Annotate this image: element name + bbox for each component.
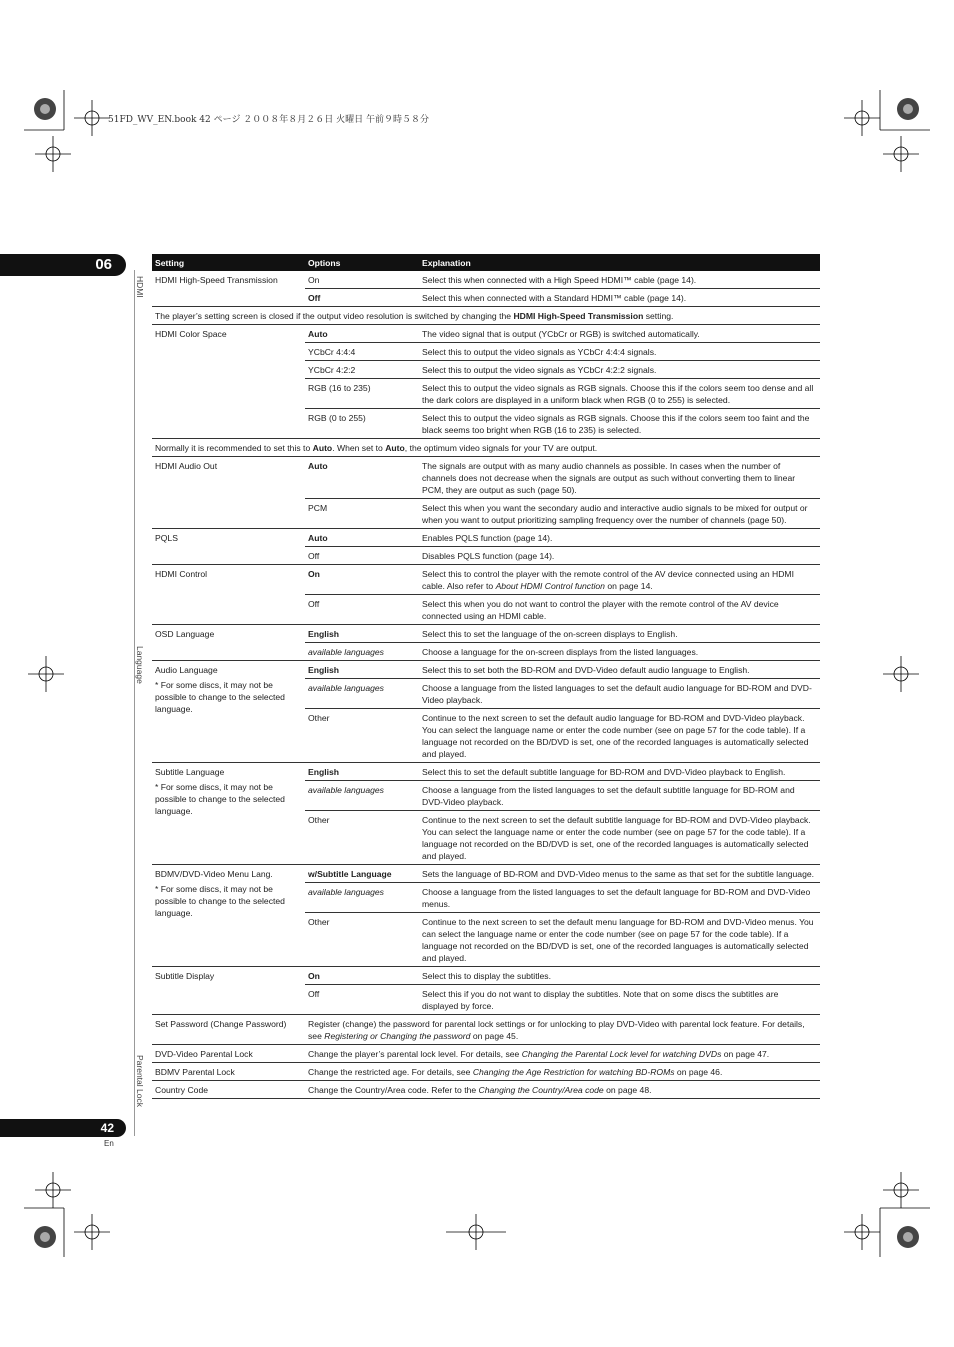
explanation	[305, 1063, 820, 1081]
option: YCbCr 4:2:2	[305, 361, 419, 379]
setting-name: PQLS	[152, 529, 305, 565]
table-row	[152, 325, 820, 343]
option: Off	[305, 985, 419, 1015]
option: Off	[305, 595, 419, 625]
note-text: setting.	[643, 311, 674, 321]
note-row	[152, 439, 820, 457]
note-text: , the optimum video signals for your TV are output.	[404, 443, 598, 453]
table-row	[152, 661, 820, 679]
option: Other	[305, 811, 419, 865]
section-label-language: Language	[135, 646, 145, 684]
option: Auto	[305, 457, 419, 499]
explanation: Select this to set the default subtitle language for BD-ROM and DVD-Video playback to English.	[419, 763, 820, 781]
option: English	[305, 763, 419, 781]
explanation-reference: Changing the Parental Lock level for watching DVDs	[521, 1049, 722, 1059]
note-emphasis: Auto	[312, 443, 333, 453]
explanation-text: Change the restricted age. For details, see	[308, 1067, 473, 1077]
setting-name: HDMI Audio Out	[152, 457, 305, 529]
explanation: Select this to output the video signals as YCbCr 4:2:2 signals.	[419, 361, 820, 379]
print-header: 51FD_WV_EN.book 42 ページ ２００８年８月２６日 火曜日 午前９時５８分	[108, 115, 430, 125]
explanation-reference: Registering or Changing the password	[324, 1031, 471, 1041]
explanation: Select this to set the language of the on-screen displays to English.	[419, 625, 820, 643]
setting-name: OSD Language	[152, 625, 305, 661]
option: RGB (16 to 235)	[305, 379, 419, 409]
explanation-text: Select this to control the player with the remote control of the AV device connected using an HDMI cable. Also refer to	[422, 569, 794, 591]
explanation-reference: About HDMI Control function	[495, 581, 605, 591]
header-setting: Setting	[152, 254, 305, 271]
settings-table	[152, 254, 820, 1099]
header-options: Options	[305, 254, 419, 271]
explanation-text: on page 47.	[721, 1049, 770, 1059]
option: YCbCr 4:4:4	[305, 343, 419, 361]
explanation: Select this to set both the BD-ROM and DVD-Video default audio language to English.	[419, 661, 820, 679]
language-section-line	[134, 640, 135, 1050]
explanation: The video signal that is output (YCbCr or RGB) is switched automatically.	[419, 325, 820, 343]
table-row	[152, 1045, 820, 1063]
option: Off	[305, 289, 419, 307]
option: Other	[305, 709, 419, 763]
option: On	[305, 967, 419, 985]
explanation: Continue to the next screen to set the default menu language for BD-ROM and DVD-Video menus. You can select the language name or enter the code number (see on page 57 for the code table). If a language not recorded on the BD/DVD is set, one of the recorded languages is automatically selected and played.	[419, 913, 820, 967]
setting-name: Set Password (Change Password)	[152, 1015, 305, 1045]
note	[152, 307, 820, 325]
table-row	[152, 529, 820, 547]
option: PCM	[305, 499, 419, 529]
explanation: Choose a language from the listed languages to set the default audio language for BD-ROM and DVD-Video playback.	[419, 679, 820, 709]
section-label-hdmi: HDMI	[135, 276, 145, 298]
setting-title: BDMV/DVD-Video Menu Lang.	[155, 869, 273, 879]
setting-name: BDMV Parental Lock	[152, 1063, 305, 1081]
header-explanation: Explanation	[419, 254, 820, 271]
explanation: Select this when connected with a Standard HDMI™ cable (page 14).	[419, 289, 820, 307]
setting-name	[152, 865, 305, 967]
table-row	[152, 271, 820, 289]
option: English	[305, 661, 419, 679]
setting-name	[152, 763, 305, 865]
explanation-reference: Changing the Country/Area code	[478, 1085, 604, 1095]
setting-note: * For some discs, it may not be possible to change to the selected language.	[155, 782, 285, 816]
page-number: 42	[0, 1119, 126, 1137]
note-text: Normally it is recommended to set this to	[155, 443, 313, 453]
note-row	[152, 307, 820, 325]
explanation: Disables PQLS function (page 14).	[419, 547, 820, 565]
explanation: Select this when you want the secondary audio and interactive audio signals to be mixed for output or when you want to output prioritizing sampling frequency over the number of channels (page 50).	[419, 499, 820, 529]
table-row	[152, 967, 820, 985]
explanation: Choose a language for the on-screen displays from the listed languages.	[419, 643, 820, 661]
explanation: Select this to output the video signals as RGB signals. Choose this if the colors seem too faint and the black seems too bright when RGB (16 to 235) is selected.	[419, 409, 820, 439]
explanation-text: Register (change) the password for parental lock settings or for unlocking to play DVD-Video with parental lock feature. For details, see	[308, 1019, 805, 1041]
explanation: The signals are output with as many audio channels as possible. In cases when the number of channels does not decrease when the signals are output as such without converting them to linear PCM, they are output as such (page 50).	[419, 457, 820, 499]
setting-title: Audio Language	[155, 665, 218, 675]
note-emphasis: Auto	[385, 443, 405, 453]
option: available languages	[305, 883, 419, 913]
option: available languages	[305, 643, 419, 661]
option: Off	[305, 547, 419, 565]
table-row	[152, 865, 820, 883]
option: available languages	[305, 781, 419, 811]
table-row	[152, 1081, 820, 1099]
setting-name	[152, 661, 305, 763]
page-language: En	[104, 1139, 114, 1148]
setting-name: Subtitle Display	[152, 967, 305, 1015]
table-row	[152, 457, 820, 499]
explanation: Select this to display the subtitles.	[419, 967, 820, 985]
option: Auto	[305, 529, 419, 547]
section-label-parental: Parental Lock	[135, 1055, 145, 1107]
setting-note: * For some discs, it may not be possible to change to the selected language.	[155, 884, 285, 918]
note-text: . When set to	[332, 443, 386, 453]
note-text: The player’s setting screen is closed if the output video resolution is switched by changing the	[155, 311, 514, 321]
table-header-row	[152, 254, 820, 271]
setting-title: Subtitle Language	[155, 767, 225, 777]
explanation: Continue to the next screen to set the default audio language for BD-ROM and DVD-Video playback. You can select the language name or enter the code number (see on page 57 for the code table). If a language not recorded on the BD/DVD is set, one of the recorded languages is automatically selected and played.	[419, 709, 820, 763]
hdmi-section-line	[134, 270, 135, 640]
option: On	[305, 565, 419, 595]
explanation: Choose a language from the listed languages to set the default language for BD-ROM and DVD-Video menus.	[419, 883, 820, 913]
explanation: Select this to output the video signals as YCbCr 4:4:4 signals.	[419, 343, 820, 361]
explanation	[305, 1015, 820, 1045]
explanation: Select this when you do not want to control the player with the remote control of the AV device connected using an HDMI cable.	[419, 595, 820, 625]
note-emphasis: HDMI High-Speed Transmission	[513, 311, 644, 321]
option: available languages	[305, 679, 419, 709]
table-row	[152, 565, 820, 595]
explanation-text: on page 45.	[470, 1031, 519, 1041]
option: w/Subtitle Language	[305, 865, 419, 883]
explanation: Select this if you do not want to display the subtitles. Note that on some discs the subtitles are displayed by force.	[419, 985, 820, 1015]
explanation-reference: Changing the Age Restriction for watching BD-ROMs	[472, 1067, 675, 1077]
setting-name: DVD-Video Parental Lock	[152, 1045, 305, 1063]
explanation-text: Change the player’s parental lock level. For details, see	[308, 1049, 522, 1059]
table-row	[152, 763, 820, 781]
option: Other	[305, 913, 419, 967]
explanation: Continue to the next screen to set the default subtitle language for BD-ROM and DVD-Video playback. You can select the language name or enter the code number (see on page 57 for the code table). If a language not recorded on the BD/DVD is set, one of the recorded languages is automatically selected and played.	[419, 811, 820, 865]
setting-name: HDMI High-Speed Transmission	[152, 271, 305, 307]
setting-name: HDMI Control	[152, 565, 305, 625]
explanation: Select this when connected with a High Speed HDMI™ cable (page 14).	[419, 271, 820, 289]
explanation	[419, 565, 820, 595]
table-row	[152, 1063, 820, 1081]
explanation-text: on page 14.	[604, 581, 653, 591]
explanation	[305, 1081, 820, 1099]
table-row	[152, 1015, 820, 1045]
explanation: Sets the language of BD-ROM and DVD-Video menus to the same as that set for the subtitle language.	[419, 865, 820, 883]
option: English	[305, 625, 419, 643]
explanation-text: Change the Country/Area code. Refer to the	[308, 1085, 479, 1095]
note	[152, 439, 820, 457]
setting-name: HDMI Color Space	[152, 325, 305, 439]
option: On	[305, 271, 419, 289]
explanation-text: on page 46.	[674, 1067, 723, 1077]
option: RGB (0 to 255)	[305, 409, 419, 439]
setting-name: Country Code	[152, 1081, 305, 1099]
explanation: Select this to output the video signals as RGB signals. Choose this if the colors seem too dense and all the dark colors are displayed in a uniform black when RGB (0 to 255) is selected.	[419, 379, 820, 409]
explanation: Enables PQLS function (page 14).	[419, 529, 820, 547]
option: Auto	[305, 325, 419, 343]
table-row	[152, 625, 820, 643]
explanation: Choose a language from the listed languages to set the default subtitle language for BD-ROM and DVD-Video playback.	[419, 781, 820, 811]
chapter-tab: 06	[0, 254, 126, 276]
setting-note: * For some discs, it may not be possible to change to the selected language.	[155, 680, 285, 714]
explanation-text: on page 48.	[603, 1085, 652, 1095]
explanation	[305, 1045, 820, 1063]
